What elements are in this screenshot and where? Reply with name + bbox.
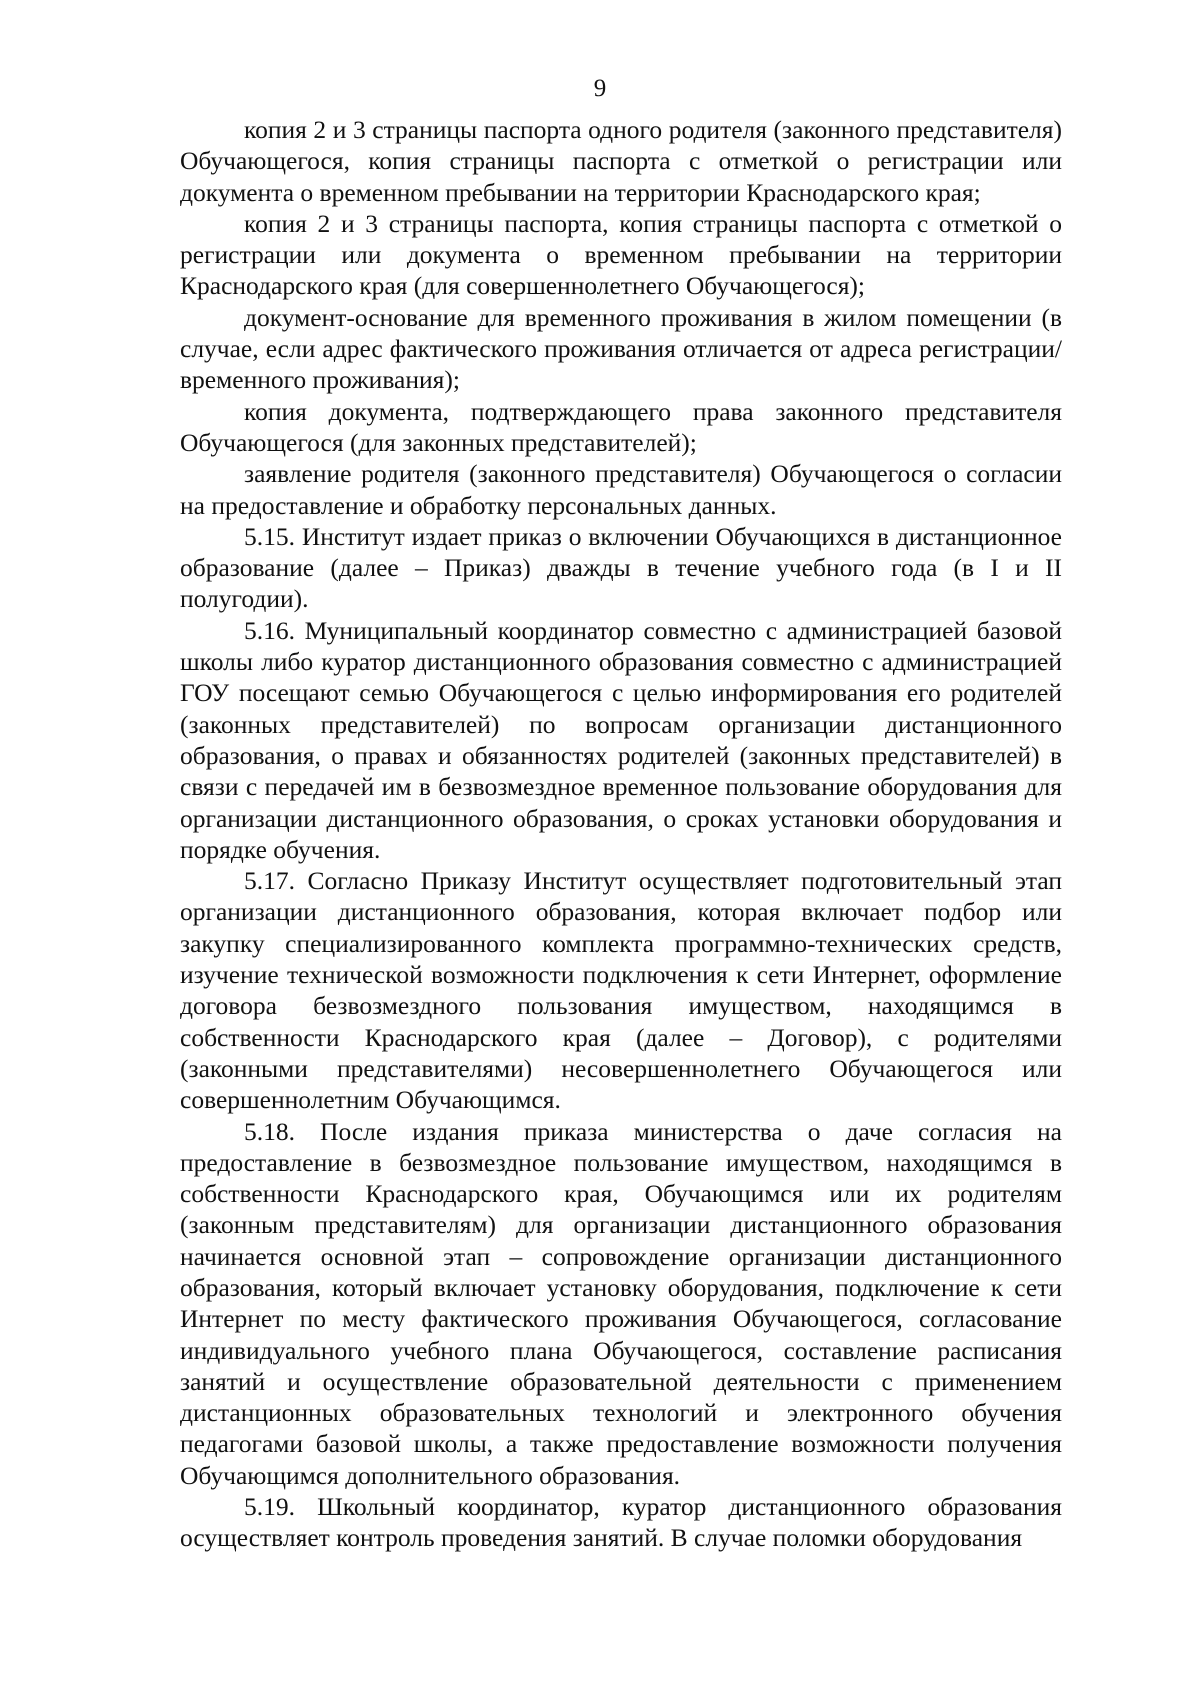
paragraph-5-18: 5.18. После издания приказа министерства о даче согласия на предоставление в безвозмездное пользование имуществом, находящимся в собственности Краснодарского края, Обучающимся или их родителям (законным представителям) для организации дистанционного образования начинается основной этап – сопровождение организации дистанционного образования, который включает установку оборудования, подключение к сети Интернет по месту фактического проживания Обучающегося, согласование индивидуального учебного плана Обучающегося, составление расписания занятий и осуществление образовательной деятельности с применением дистанционных образовательных технологий и электронного обучения педагогами базовой школы, а также предоставление возможности получения Обучающимся дополнительного образования. — [180, 1116, 1062, 1490]
paragraph-5-16: 5.16. Муниципальный координатор совместно с администрацией базовой школы либо куратор дистанционного образования совместно с администрацией ГОУ посещают семью Обучающегося с целью информирования его родителей (законных представителей) по вопросам организации дистанционного образования, о правах и обязанностях родителей (законных представителей) в связи с передачей им в безвозмездное временное пользование оборудования для организации дистанционного образования, о сроках установки оборудования и порядке обучения. — [180, 615, 1062, 864]
page-number: 9 — [593, 75, 607, 102]
paragraph-personal-data-consent: заявление родителя (законного представителя) Обучающегося о согласии на предоставление и обработку персональных данных. — [180, 459, 1062, 520]
paragraph-guardian-rights-document: копия документа, подтверждающего права законного представителя Обучающегося (для законных представителей); — [180, 396, 1062, 457]
paragraph-5-19: 5.19. Школьный координатор, куратор дистанционного образования осуществляет контроль проведения занятий. В случае поломки оборудования — [180, 1492, 1062, 1553]
paragraph-5-15: 5.15. Институт издает приказ о включении Обучающихся в дистанционное образование (далее – Приказ) дважды в течение учебного года (в I и II полугодии). — [180, 521, 1062, 614]
paragraph-adult-passport-copy: копия 2 и 3 страницы паспорта, копия страницы паспорта с отметкой о регистрации или документа о временном пребывании на территории Краснодарского края (для совершеннолетнего Обучающегося); — [180, 208, 1062, 301]
paragraph-5-17: 5.17. Согласно Приказу Институт осуществляет подготовительный этап организации дистанционного образования, которая включает подбор или закупку специализированного комплекта программно-технических средств, изучение технической возможности подключения к сети Интернет, оформление договора безвозмездного пользования имуществом, находящимся в собственности Краснодарского края (далее – Договор), с родителями (законными представителями) несовершеннолетнего Обучающегося или совершеннолетним Обучающимся. — [180, 866, 1062, 1115]
document-body — [180, 114, 1062, 1554]
paragraph-residence-document: документ-основание для временного проживания в жилом помещении (в случае, если адрес фактического проживания отличается от адреса регистрации/временного проживания); — [180, 302, 1062, 395]
paragraph-parent-passport-copy: копия 2 и 3 страницы паспорта одного родителя (законного представителя) Обучающегося, копия страницы паспорта с отметкой о регистрации или документа о временном пребывании на территории Краснодарского края; — [180, 115, 1062, 207]
